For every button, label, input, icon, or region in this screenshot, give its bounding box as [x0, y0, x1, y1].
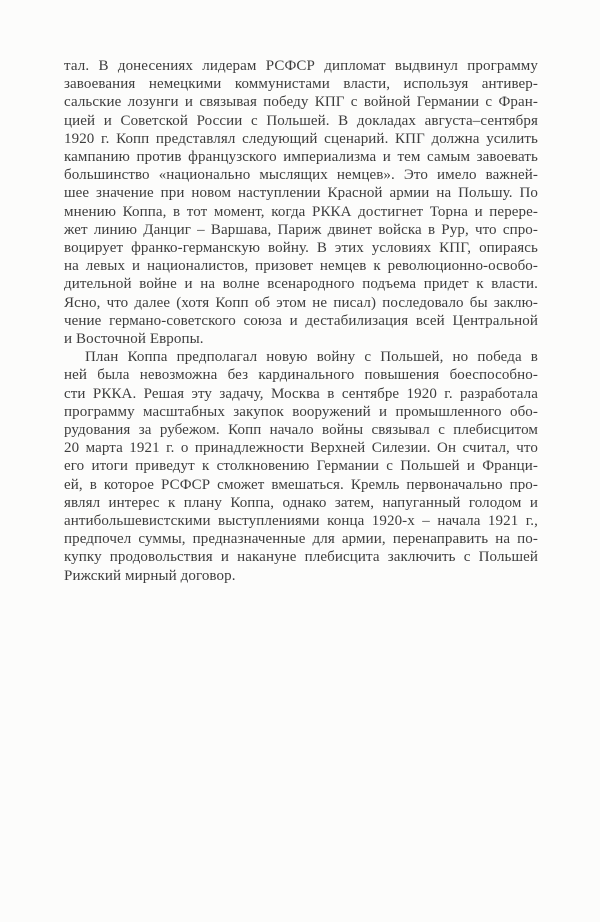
text-line: чение германо-советского союза и дестабилизация всей Центральной	[64, 312, 538, 329]
text-line: жет линию Данциг – Варшава, Париж двинет войска в Рур, что спро-	[64, 221, 538, 238]
text-line: 20 марта 1921 г. о принадлежности Верхней Силезии. Он считал, что	[64, 440, 538, 457]
text-line: тал. В донесениях лидерам РСФСР дипломат выдвинул программу	[64, 58, 538, 74]
text-line: антибольшевистскими выступлениями конца 1920-х – начала 1921 г.,	[64, 513, 538, 530]
text-line: Рижский мирный договор.	[64, 567, 236, 584]
text-line: ей, в которое РСФСР сможет вмешаться. Кремль первоначально про-	[64, 476, 538, 493]
text-line: большинство «национально мыслящих немцев». Это имело важней-	[64, 167, 538, 184]
text-line: Ясно, что далее (хотя Копп об этом не писал) последовало бы заклю-	[64, 294, 538, 311]
text-line: и Восточной Европы.	[64, 331, 204, 348]
text-line: ней была невозможна без кардинального повышения боеспособно-	[64, 367, 538, 384]
text-line: купку продовольствия и накануне плебисцита заключить с Польшей	[64, 549, 538, 566]
text-line: завоевания немецкими коммунистами власти, используя антивер-	[64, 76, 538, 93]
text-line: кампанию против французского империализма и тем самым завоевать	[64, 149, 538, 166]
text-line: программу масштабных закупок вооружений и промышленного обо-	[64, 403, 538, 420]
text-line: являл интерес к плану Коппа, однако затем, напуганный голодом и	[64, 494, 538, 511]
text-line: рудования за рубежом. Копп начало войны связывал с плебисцитом	[64, 422, 538, 439]
text-line: 1920 г. Копп представлял следующий сценарий. КПГ должна усилить	[64, 130, 538, 147]
text-line: План Коппа предполагал новую войну с Польшей, но победа в	[85, 349, 538, 366]
paragraph	[64, 348, 538, 585]
text-line: сти РККА. Решая эту задачу, Москва в сентябре 1920 г. разработала	[64, 385, 538, 402]
text-line: предпочел суммы, предназначенные для армии, перенаправить на по-	[64, 531, 538, 548]
text-line: цией и Советской России с Польшей. В докладах августа–сентября	[64, 112, 538, 129]
text-line: воцирует франко-германскую войну. В этих условиях КПГ, опираясь	[64, 240, 538, 257]
text-line: его итоги приведут к столкновению Германии с Польшей и Франци-	[64, 458, 538, 475]
page-text	[64, 57, 538, 585]
text-line: сальские лозунги и связывая победу КПГ с войной Германии с Фран-	[64, 94, 538, 111]
paragraph	[64, 57, 538, 348]
text-line: дительной войне и на волне всенародного подъема придет к власти.	[64, 276, 538, 293]
text-line: шее значение при новом наступлении Красной армии на Польшу. По	[64, 185, 538, 202]
text-line: на левых и националистов, призовет немцев к революционно-освобо-	[64, 258, 538, 275]
text-line: мнению Коппа, в тот момент, когда РККА достигнет Торна и перере-	[64, 203, 538, 220]
